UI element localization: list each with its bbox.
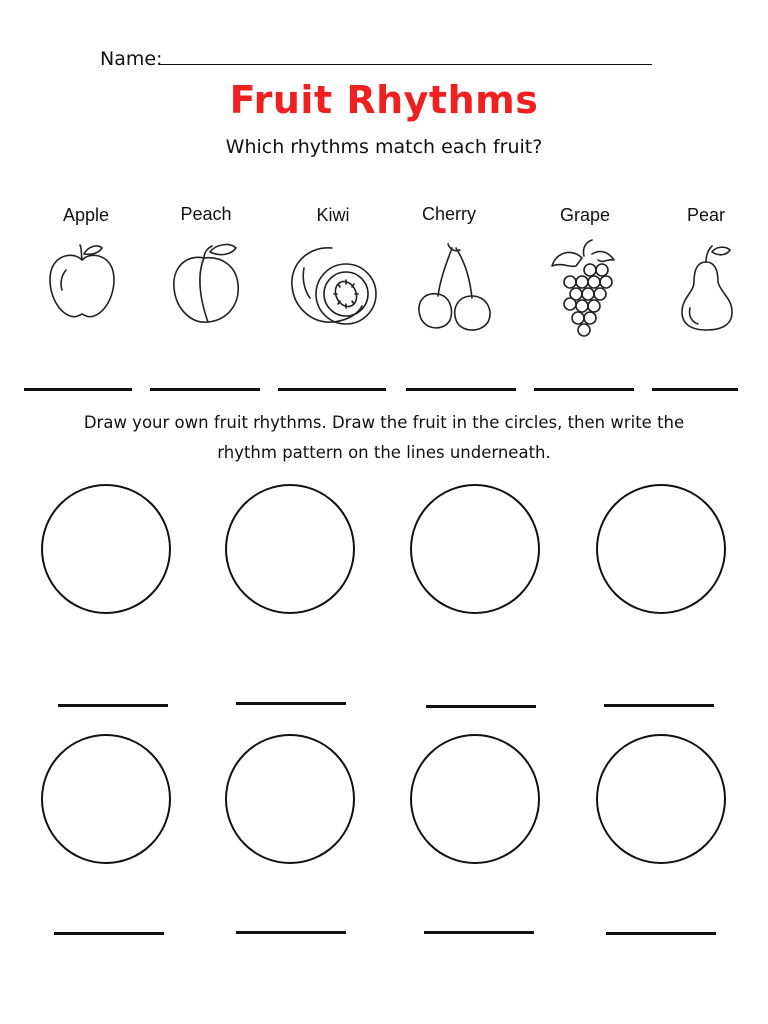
- rhythm-line[interactable]: [236, 931, 346, 934]
- drawing-circle[interactable]: [596, 484, 726, 614]
- answer-line-pear[interactable]: [652, 388, 738, 391]
- rhythm-line[interactable]: [54, 932, 164, 935]
- drawing-circle[interactable]: [596, 734, 726, 864]
- instructions-line-2: rhythm pattern on the lines underneath.: [217, 443, 551, 462]
- fruit-label-kiwi: Kiwi: [316, 205, 350, 225]
- rhythm-line[interactable]: [236, 702, 346, 705]
- drawing-circle[interactable]: [225, 734, 355, 864]
- answer-line-apple[interactable]: [24, 388, 132, 391]
- rhythm-line[interactable]: [606, 932, 716, 935]
- page-title: Fruit Rhythms: [229, 78, 539, 122]
- rhythm-line[interactable]: [604, 704, 714, 707]
- drawing-circle[interactable]: [410, 734, 540, 864]
- rhythm-line[interactable]: [426, 705, 536, 708]
- rhythm-line[interactable]: [424, 931, 534, 934]
- answer-line-peach[interactable]: [150, 388, 260, 391]
- kiwi-icon: [288, 242, 382, 328]
- fruit-label-peach: Peach: [180, 204, 232, 224]
- drawing-circle[interactable]: [41, 734, 171, 864]
- drawing-circle[interactable]: [41, 484, 171, 614]
- drawing-circle[interactable]: [225, 484, 355, 614]
- name-label: Name:: [100, 48, 163, 70]
- answer-line-grape[interactable]: [534, 388, 634, 391]
- fruit-label-pear: Pear: [686, 205, 726, 225]
- rhythm-line[interactable]: [58, 704, 168, 707]
- grape-icon: [546, 238, 618, 338]
- peach-icon: [168, 240, 244, 326]
- fruit-label-grape: Grape: [559, 205, 611, 225]
- answer-line-kiwi[interactable]: [278, 388, 386, 391]
- instructions: [20, 408, 748, 468]
- instructions-line-1: Draw your own fruit rhythms. Draw the fruit in the circles, then write the: [83, 413, 685, 432]
- drawing-circle[interactable]: [410, 484, 540, 614]
- cherry-icon: [414, 240, 496, 336]
- fruit-label-apple: Apple: [62, 205, 110, 225]
- pear-icon: [676, 242, 736, 332]
- fruit-label-cherry: Cherry: [421, 204, 476, 224]
- page-subtitle: Which rhythms match each fruit?: [225, 136, 543, 158]
- name-input-line[interactable]: [160, 64, 652, 65]
- answer-line-cherry[interactable]: [406, 388, 516, 391]
- apple-icon: [44, 240, 120, 322]
